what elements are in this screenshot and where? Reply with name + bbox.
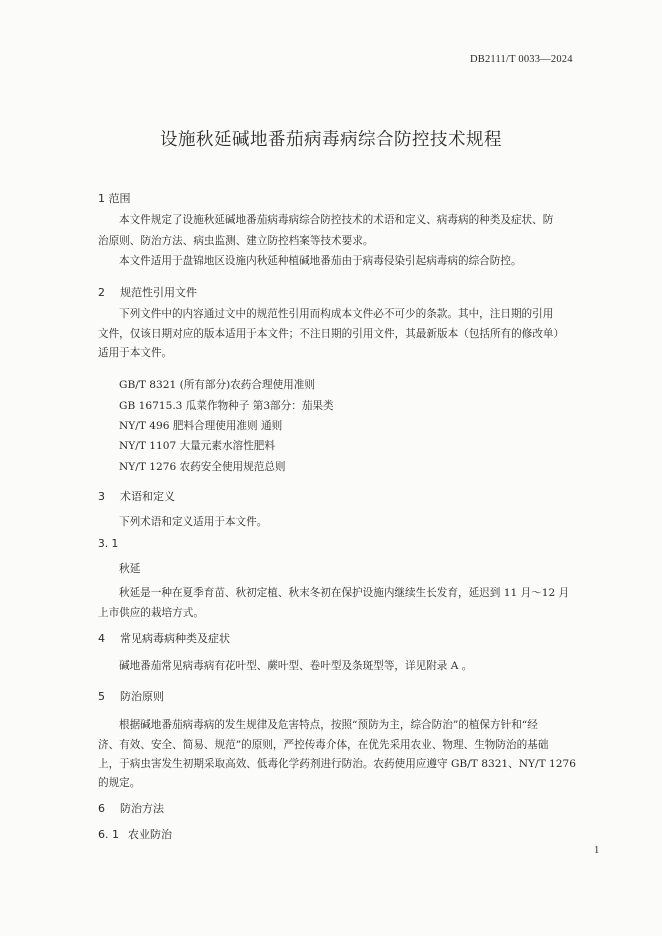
- section-5-line-1: 根据碱地番茄病毒病的发生规律及危害特点，按照“预防为主，综合防治”的植保方针和“经: [119, 719, 538, 731]
- section-5-heading: [98, 688, 164, 704]
- section-2-para-line-3: 适用于本文件。: [98, 347, 173, 359]
- section-6-1-number: 6. 1: [98, 828, 119, 841]
- section-6-title: 防治方法: [120, 802, 164, 815]
- section-6-heading: [98, 800, 164, 816]
- reference-item: NY/T 1107 大量元素水溶性肥料: [119, 440, 275, 452]
- term-definition-line-2: 上市供应的栽培方式。: [98, 607, 204, 619]
- section-6-number: 6: [98, 802, 105, 815]
- section-4-number: 4: [98, 632, 105, 645]
- section-2-title: 规范性引用文件: [120, 286, 197, 299]
- term-definition-line-1: 秋延是一种在夏季育苗、秋初定植、秋末冬初在保护设施内继续生长发育，延迟到 11 月～12 月: [119, 587, 570, 599]
- section-3-para: 下列术语和定义适用于本文件。: [119, 516, 268, 528]
- section-6-1-title: 农业防治: [128, 828, 172, 841]
- section-6-1-heading: [98, 826, 172, 842]
- reference-item: NY/T 1276 农药安全使用规范总则: [119, 461, 286, 473]
- reference-item: NY/T 496 肥料合理使用准则 通则: [119, 420, 283, 432]
- section-3-title: 术语和定义: [120, 490, 175, 503]
- section-3-number: 3: [98, 490, 105, 503]
- document-number: DB2111/T 0033—2024: [470, 54, 573, 65]
- term-autumn-delay: 秋延: [119, 562, 141, 575]
- section-5-number: 5: [98, 690, 105, 703]
- section-1-para-1-line-1: 本文件规定了设施秋延碱地番茄病毒病综合防控技术的术语和定义、病毒病的种类及症状、防: [119, 214, 554, 226]
- section-5-line-2: 济、有效、安全、简易、规范”的原则，严控传毒介体，在优先采用农业、物理、生物防治的基础: [98, 739, 549, 751]
- section-2-para-line-1: 下列文件中的内容通过文中的规范性引用而构成本文件必不可少的条款。其中，注日期的引用: [119, 308, 554, 320]
- section-4-heading: [98, 630, 230, 646]
- section-5-line-4: 的规定。: [98, 777, 141, 789]
- section-2-para-line-2: 文件，仅该日期对应的版本适用于本文件；不注日期的引用文件，其最新版本（包括所有的修改单）: [98, 328, 565, 340]
- document-title: 设施秋延碱地番茄病毒病综合防控技术规程: [160, 130, 502, 150]
- section-4-title: 常见病毒病种类及症状: [120, 632, 230, 645]
- section-5-line-3: 上，于病虫害发生初期采取高效、低毒化学药剂进行防治。农药使用应遵守 GB/T 8321、NY/T 1276: [98, 758, 576, 770]
- section-4-para: 碱地番茄常见病毒病有花叶型、蕨叶型、卷叶型及条斑型等，详见附录 A 。: [119, 660, 473, 672]
- section-5-title: 防治原则: [120, 690, 164, 703]
- section-1-heading: 1 范围: [98, 192, 131, 205]
- page-number: 1: [594, 845, 600, 856]
- reference-item: GB 16715.3 瓜菜作物种子 第3部分：茄果类: [119, 400, 334, 412]
- section-2-number: 2: [98, 286, 105, 299]
- reference-item: GB/T 8321 (所有部分)农药合理使用准则: [119, 379, 315, 391]
- section-1-para-1-line-2: 治原则、防治方法、病虫监测、建立防控档案等技术要求。: [98, 235, 374, 247]
- section-3-heading: [98, 488, 175, 504]
- section-1-para-2: 本文件适用于盘锦地区设施内秋延种植碱地番茄由于病毒侵染引起病毒病的综合防控。: [119, 255, 522, 267]
- section-3-1-number: 3. 1: [98, 538, 119, 550]
- section-2-heading: [98, 284, 197, 300]
